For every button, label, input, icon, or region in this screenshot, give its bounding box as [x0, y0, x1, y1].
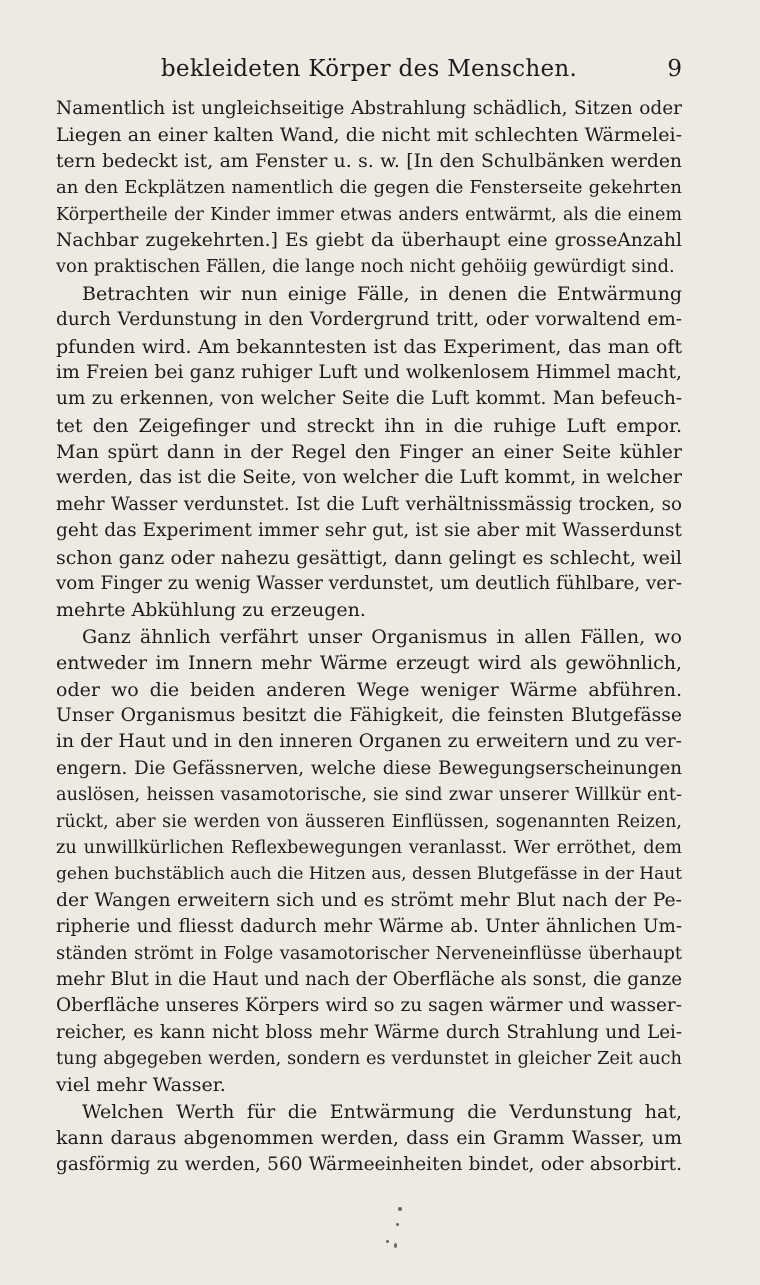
- text-line: pfunden wird. Am bekanntesten ist das Experiment, das man oft: [56, 335, 682, 358]
- text-line: auslösen, heissen vasamotorische, sie sind zwar unserer Willkür ent-: [56, 785, 682, 806]
- text-line: kann daraus abgenommen werden, dass ein Gramm Wasser, um: [56, 1127, 682, 1150]
- text-line: Nachbar zugekehrten.] Es giebt da überhaupt eine grosseAnzahl: [56, 229, 682, 251]
- text-line: um zu erkennen, von welcher Seite die Luft kommt. Man befeuch-: [56, 388, 682, 410]
- text-line: Körpertheile der Kinder immer etwas anders entwärmt, als die einem: [56, 204, 682, 225]
- text-line: Liegen an einer kalten Wand, die nicht mit schlechten Wärmelei-: [56, 124, 682, 147]
- text-line: tet den Zeigefinger und streckt ihn in die ruhige Luft empor.: [56, 414, 682, 437]
- text-line: geht das Experiment immer sehr gut, ist sie aber mit Wasserdunst: [56, 520, 682, 542]
- ink-speck: [396, 1223, 399, 1226]
- text-line: durch Verdunstung in den Vordergrund tritt, oder vorwaltend em-: [56, 309, 682, 331]
- text-line: werden, das ist die Seite, von welcher die Luft kommt, in welcher: [56, 467, 682, 489]
- text-line: ripherie und fliesst dadurch mehr Wärme ab. Unter ähnlichen Um-: [56, 916, 682, 938]
- running-head: [56, 56, 682, 88]
- text-line: Man spürt dann in der Regel den Finger an einer Seite kühler: [56, 441, 682, 464]
- text-line: vom Finger zu wenig Wasser verdunstet, um deutlich fühlbare, ver-: [56, 573, 682, 595]
- ink-speck: [394, 1243, 397, 1248]
- text-line: in der Haut und in den inneren Organen zu erweitern und zu ver-: [56, 731, 682, 753]
- text-line: mehr Blut in die Haut und nach der Oberfläche als sonst, die ganze: [56, 968, 682, 990]
- text-line: zu unwillkürlichen Reflexbewegungen veranlasst. Wer erröthet, dem: [56, 837, 682, 858]
- text-line: ständen strömt in Folge vasamotorischer Nerveneinflüsse überhaupt: [56, 943, 682, 964]
- text-line: rückt, aber sie werden von äusseren Einflüssen, sogenannten Reizen,: [56, 811, 682, 832]
- text-line: viel mehr Wasser.: [56, 1074, 226, 1097]
- text-line: mehr Wasser verdunstet. Ist die Luft verhältnissmässig trocken, so: [56, 493, 682, 515]
- text-line: engern. Die Gefässnerven, welche diese Bewegungserscheinungen: [56, 757, 682, 779]
- text-line: von praktischen Fällen, die lange noch nicht gehöiig gewürdigt sind.: [56, 257, 675, 278]
- text-line: Oberfläche unseres Körpers wird so zu sagen wärmer und wasser-: [56, 995, 682, 1017]
- text-line: reicher, es kann nicht bloss mehr Wärme durch Strahlung und Lei-: [56, 1021, 682, 1043]
- text-line: Welchen Werth für die Entwärmung die Verdunstung hat,: [82, 1100, 682, 1123]
- text-line: Namentlich ist ungleichseitige Abstrahlung schädlich, Sitzen oder: [56, 98, 682, 119]
- text-line: der Wangen erweitern sich und es strömt mehr Blut nach der Pe-: [56, 889, 682, 911]
- ink-speck: [398, 1207, 402, 1211]
- text-line: mehrte Abkühlung zu erzeugen.: [56, 599, 366, 622]
- text-line: entweder im Innern mehr Wärme erzeugt wird als gewöhnlich,: [56, 652, 682, 675]
- ink-speck: [386, 1240, 389, 1243]
- print-specks: [380, 1205, 420, 1265]
- text-line: tung abgegeben werden, sondern es verdunstet in gleicher Zeit auch: [56, 1049, 682, 1070]
- running-title: bekleideten Körper des Menschen.: [160, 56, 578, 82]
- text-line: tern bedeckt ist, am Fenster u. s. w. [In den Schulbänken werden: [56, 150, 682, 172]
- text-line: gasförmig zu werden, 560 Wärmeeinheiten bindet, oder absorbirt.: [56, 1153, 682, 1175]
- text-line: im Freien bei ganz ruhiger Luft und wolkenlosem Himmel macht,: [56, 361, 682, 383]
- page-number: 9: [667, 56, 682, 82]
- text-line: an den Eckplätzen namentlich die gegen die Fensterseite gekehrten: [56, 177, 682, 199]
- text-line: schon ganz oder nahezu gesättigt, dann gelingt es schlecht, weil: [56, 546, 682, 569]
- text-line: oder wo die beiden anderen Wege weniger Wärme abführen.: [56, 678, 682, 701]
- body-text: [56, 96, 682, 1178]
- text-line: gehen buchstäblich auch die Hitzen aus, dessen Blutgefässe in der Haut: [56, 864, 682, 885]
- text-line: Betrachten wir nun einige Fälle, in denen die Entwärmung: [82, 282, 682, 305]
- text-line: Ganz ähnlich verfährt unser Organismus in allen Fällen, wo: [82, 625, 682, 648]
- text-line: Unser Organismus besitzt die Fähigkeit, die feinsten Blutgefässe: [56, 704, 682, 726]
